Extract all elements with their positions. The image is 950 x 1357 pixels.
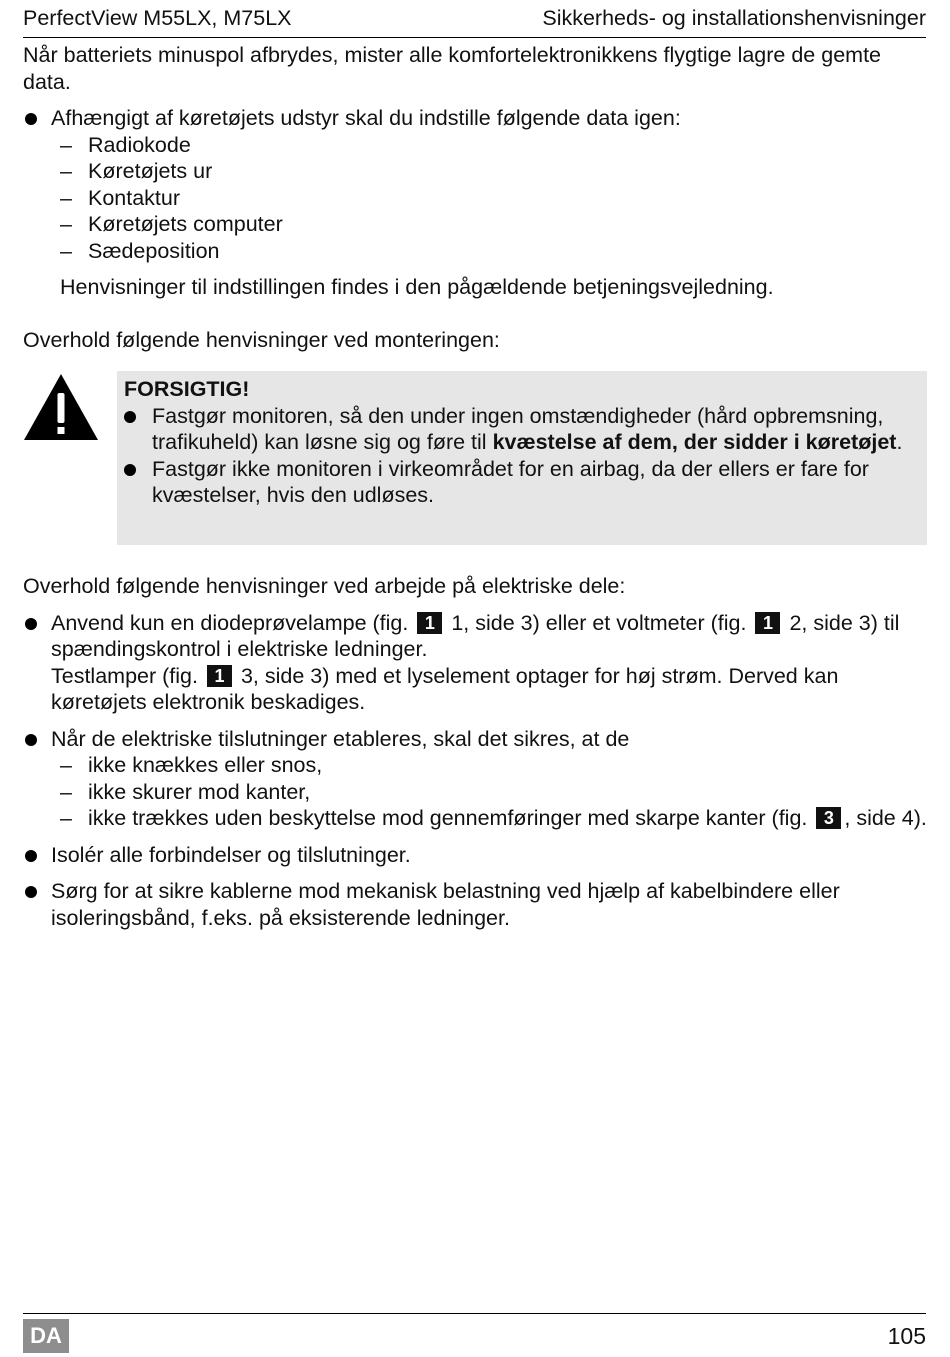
connection-item: [23, 805, 927, 832]
reset-item-text: Kontaktur: [88, 185, 181, 210]
caution-block: [23, 371, 927, 547]
dash-icon: –: [60, 132, 72, 157]
bullet-text: Isolér alle forbindelser og tilslutninger.: [51, 842, 411, 867]
connection-item-text: ikke skurer mod kanter,: [88, 779, 311, 804]
dash-icon: –: [60, 753, 72, 777]
dash-icon: –: [60, 238, 72, 263]
reset-item-text: Sædeposition: [88, 238, 220, 263]
reset-item: [23, 185, 927, 212]
caution-box: [117, 371, 927, 545]
page-content: [23, 42, 927, 931]
figure-reference: 1: [417, 612, 442, 634]
dash-icon: –: [60, 212, 72, 236]
header-product: PerfectView M55LX, M75LX: [23, 6, 292, 30]
reset-item: [23, 158, 927, 185]
electrical-heading: Overhold følgende henvisninger ved arbejde på elektriske dele:: [23, 574, 626, 598]
electrical-bullet-insulate: [23, 842, 927, 869]
connection-item-text: ikke trækkes uden beskyttelse mod gennemføringer med skarpe kanter (fig.: [88, 806, 808, 830]
bullet-icon: [25, 618, 37, 630]
reset-item-text: Køretøjets computer: [88, 212, 283, 236]
dash-icon: –: [60, 185, 72, 210]
intro-paragraph: Når batteriets minuspol afbrydes, mister alle komfortelektronikkens flygtige lagre de gemte data.: [23, 43, 881, 94]
reset-item: [23, 211, 927, 238]
bullet-icon: [25, 113, 37, 125]
bullet-icon: [25, 734, 37, 746]
bullet-text: Anvend kun en diodeprøvelampe (fig.: [51, 610, 409, 635]
bullet-icon: [25, 886, 37, 898]
bullet-text: 2, side 3) til spændingskontrol i elektriske ledninger.: [51, 610, 900, 661]
connection-item-text: , side 4).: [844, 806, 927, 830]
connection-item: [23, 752, 927, 779]
figure-reference: 1: [207, 665, 232, 687]
page-number: 105: [887, 1323, 926, 1349]
reset-item-text: Køretøjets ur: [88, 159, 213, 183]
dash-icon: –: [60, 779, 72, 804]
caution-text: Fastgør ikke monitoren i virkeområdet for en airbag, da der ellers er fare for kvæstelser, hvis den udløses.: [152, 456, 869, 507]
electrical-bullet-testlamp: [23, 610, 927, 716]
bullet-text: 3, side 3) med et lyselement optager for høj strøm. Derved kan køretøjets elektronik beskadiges.: [51, 663, 839, 714]
electrical-bullet-connections: [23, 726, 927, 753]
bullet-text: Når de elektriske tilslutninger etableres, skal det sikres, at de: [51, 726, 630, 751]
page-header: [23, 5, 926, 38]
connection-item: [23, 779, 927, 806]
reset-item-text: Radiokode: [88, 132, 191, 157]
reset-item: [23, 132, 927, 159]
mounting-heading: Overhold følgende henvisninger ved monteringen:: [23, 327, 500, 352]
bullet-icon: [124, 411, 136, 423]
bullet-text: Testlamper (fig.: [51, 663, 198, 688]
caution-bullet: [124, 403, 917, 456]
dash-icon: –: [60, 806, 72, 830]
caution-title: FORSIGTIG!: [124, 377, 250, 401]
figure-reference: 1: [755, 612, 780, 634]
reset-lead: Afhængigt af køretøjets udstyr skal du indstille følgende data igen:: [51, 106, 681, 130]
reset-bullet: [23, 105, 927, 132]
warning-triangle-icon: [23, 373, 99, 441]
electrical-bullet-secure: [23, 878, 927, 931]
bullet-text: 1, side 3) eller et voltmeter (fig.: [451, 610, 747, 635]
reset-note: Henvisninger til indstillingen findes i den pågældende betjeningsvejledning.: [60, 275, 774, 299]
bullet-icon: [25, 850, 37, 862]
caution-text: Fastgør monitoren, så den under ingen omstændigheder (hård opbremsning, trafikuheld) kan løsne sig og føre til: [152, 403, 884, 454]
language-badge: DA: [23, 1319, 69, 1353]
figure-reference: 3: [816, 807, 841, 829]
connection-item-text: ikke knækkes eller snos,: [88, 753, 323, 777]
caution-text-end: .: [896, 430, 903, 454]
caution-emphasis: kvæstelse af dem, der sidder i køretøjet: [492, 430, 897, 454]
footer-divider: [23, 1313, 926, 1314]
caution-bullet: [124, 456, 917, 509]
bullet-icon: [124, 464, 136, 476]
reset-item: [23, 238, 927, 265]
dash-icon: –: [60, 159, 72, 183]
bullet-text: Sørg for at sikre kablerne mod mekanisk belastning ved hjælp af kabelbindere eller isoleringsbånd, f.eks. på eksisterende ledninger.: [51, 879, 840, 930]
header-section: Sikkerheds- og installationshenvisninger: [542, 6, 926, 30]
